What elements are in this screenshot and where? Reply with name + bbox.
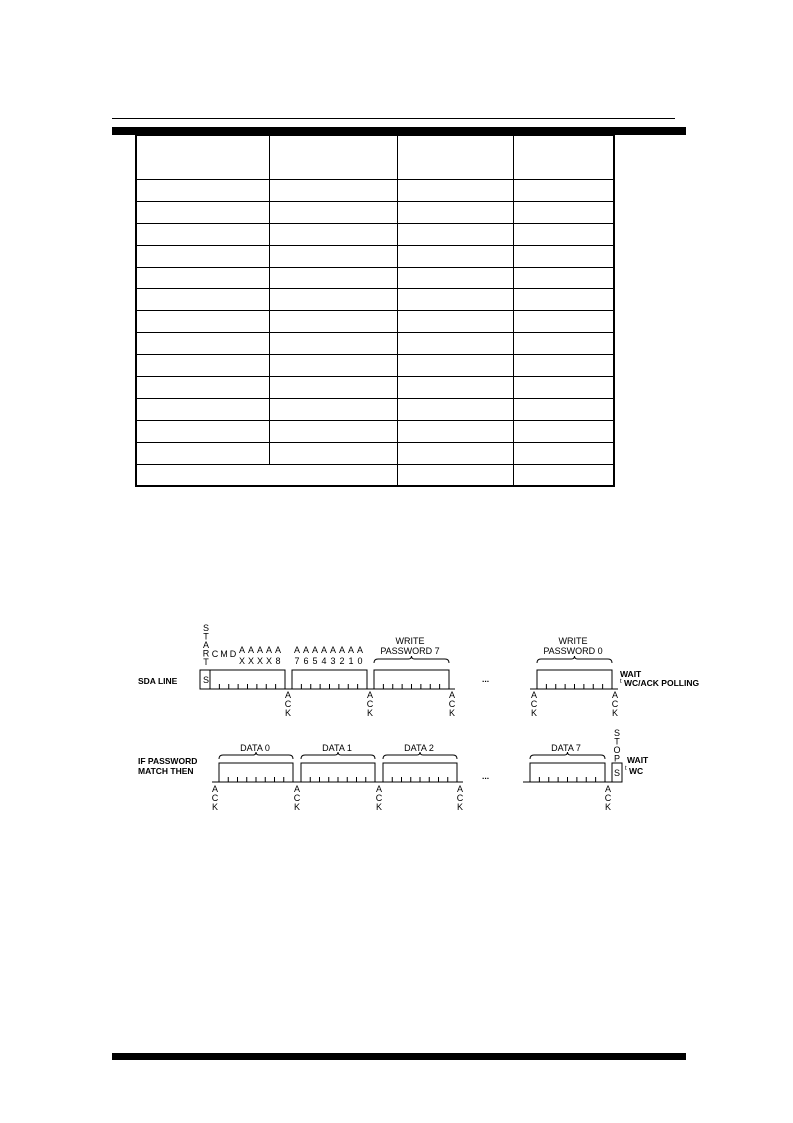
- ack-letter: A: [448, 690, 456, 700]
- addr-top-label: M: [220, 649, 228, 659]
- stop-letter: O: [613, 745, 621, 755]
- addr-bottom-label: X: [247, 656, 255, 666]
- ack-letter: K: [456, 802, 464, 812]
- data2-brace: [383, 752, 457, 759]
- addr2-top-label: A: [329, 645, 337, 655]
- addr2-bottom-label: 1: [348, 656, 354, 666]
- addr2-bottom-label: 0: [357, 656, 363, 666]
- start-letter: S: [202, 623, 210, 633]
- ack-letter: A: [293, 784, 301, 794]
- data7-label: DATA 7: [551, 743, 581, 753]
- stop-box-label: S: [614, 768, 621, 778]
- addr2-top-label: A: [356, 645, 364, 655]
- stop-letter: S: [613, 728, 621, 738]
- data1-label: DATA 1: [322, 743, 352, 753]
- address-bit-labels: [212, 645, 363, 666]
- data0-brace: [219, 752, 293, 759]
- ack-letter: K: [211, 802, 219, 812]
- ack-letter: K: [611, 708, 619, 718]
- addr2-bottom-label: 4: [321, 656, 327, 666]
- start-box-label: S: [203, 675, 210, 685]
- addr-bottom-label: X: [265, 656, 273, 666]
- data7-brace: [530, 752, 605, 759]
- ack-letter: A: [530, 690, 538, 700]
- addr-top-label: A: [247, 645, 255, 655]
- sda-line-label: SDA LINE: [138, 676, 178, 686]
- if-password-label: IF PASSWORD: [138, 756, 198, 766]
- ack-letter: C: [448, 699, 456, 709]
- addr-bottom-label: 8: [275, 656, 281, 666]
- addr2-bottom-label: 7: [294, 656, 300, 666]
- addr2-top-label: A: [320, 645, 328, 655]
- ack-letter: A: [284, 690, 292, 700]
- ack-letter: C: [284, 699, 292, 709]
- addr-top-label: A: [238, 645, 246, 655]
- twc-t-row1: t: [620, 679, 622, 685]
- ack-letter: C: [211, 793, 219, 803]
- write-pw0-line1: WRITE: [558, 636, 588, 646]
- twc-ack-polling-label: WC/ACK POLLING: [624, 678, 700, 688]
- ack-letter: K: [293, 802, 301, 812]
- addr2-bottom-label: 2: [339, 656, 345, 666]
- wait-label-row1: WAIT: [620, 669, 642, 679]
- addr2-bottom-label: 5: [312, 656, 318, 666]
- match-then-label: MATCH THEN: [138, 766, 194, 776]
- write-pw7-line2: PASSWORD 7: [380, 646, 440, 656]
- data0-label: DATA 0: [240, 743, 270, 753]
- stop-letter: T: [614, 736, 620, 747]
- addr2-top-label: A: [347, 645, 355, 655]
- ack-letter: C: [293, 793, 301, 803]
- ack-letter: K: [366, 708, 374, 718]
- twc-t-row2: t: [625, 766, 627, 772]
- ack-letter: A: [611, 690, 619, 700]
- wait-label-row2: WAIT: [627, 755, 649, 765]
- ack-letter: C: [611, 699, 619, 709]
- start-label: [203, 623, 210, 667]
- ack-letter: A: [366, 690, 374, 700]
- data1-brace: [301, 752, 375, 759]
- start-letter: T: [203, 631, 209, 642]
- addr2-top-label: A: [311, 645, 319, 655]
- ack-letter: C: [456, 793, 464, 803]
- start-letter: R: [202, 648, 210, 659]
- twc-label-row2: WC: [629, 766, 644, 776]
- ellipsis-row2: ...: [482, 771, 490, 781]
- addr-top-label: A: [274, 645, 282, 655]
- start-letter: A: [202, 640, 210, 650]
- ack-letter: A: [604, 784, 612, 794]
- footer-thick-rule: [112, 1053, 686, 1060]
- addr2-top-label: A: [338, 645, 346, 655]
- ack-letter: K: [448, 708, 456, 718]
- addr-bottom-label: X: [256, 656, 264, 666]
- ack-letter: K: [284, 708, 292, 718]
- ack-letter: C: [530, 699, 538, 709]
- start-letter: T: [203, 657, 209, 667]
- ack-letter: K: [530, 708, 538, 718]
- ack-letter: A: [375, 784, 383, 794]
- addr-top-label: A: [265, 645, 273, 655]
- stop-label: [613, 728, 620, 764]
- write-pw0-line2: PASSWORD 0: [543, 646, 603, 656]
- password7-brace: [374, 656, 449, 663]
- ack-letter: A: [456, 784, 464, 794]
- addr-top-label: D: [229, 649, 237, 659]
- write-pw7-line1: WRITE: [395, 636, 425, 646]
- addr2-top-label: A: [293, 645, 301, 655]
- ack-letter: C: [366, 699, 374, 709]
- ack-letter: K: [604, 802, 612, 812]
- addr-bottom-label: X: [238, 656, 246, 666]
- addr2-bottom-label: 3: [330, 656, 336, 666]
- data2-label: DATA 2: [404, 743, 434, 753]
- ack-letter: C: [375, 793, 383, 803]
- ack-letter: K: [375, 802, 383, 812]
- password0-brace: [537, 656, 612, 663]
- addr-top-label: C: [211, 649, 219, 659]
- addr2-top-label: A: [302, 645, 310, 655]
- stop-letter: P: [613, 753, 621, 764]
- ellipsis-row1: ...: [482, 674, 490, 684]
- ack-letter: A: [211, 784, 219, 794]
- diagram-shapes: [200, 656, 622, 782]
- addr-top-label: A: [256, 645, 264, 655]
- ack-letter: C: [604, 793, 612, 803]
- addr2-bottom-label: 6: [303, 656, 309, 666]
